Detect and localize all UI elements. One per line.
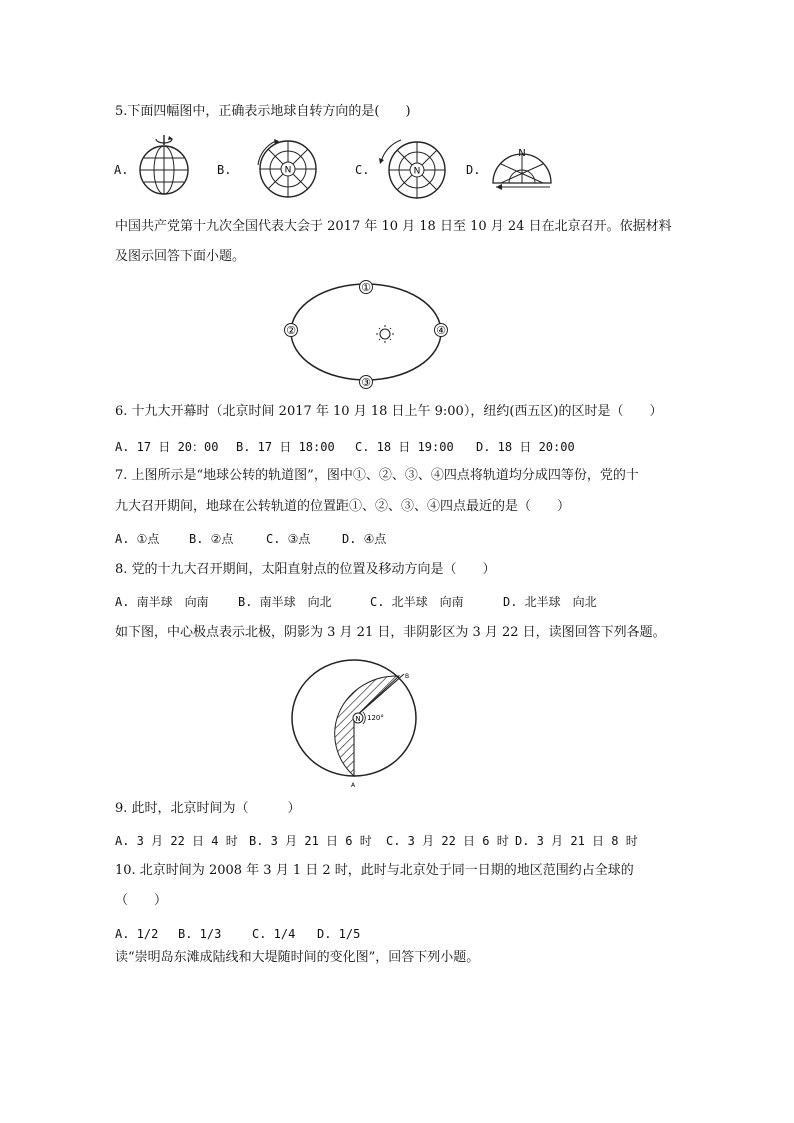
q6-option-a: A. 17 日 20：00 <box>115 440 219 454</box>
north-pole-label: N <box>355 715 361 723</box>
intro-congress-line-1: 中国共产党第十九次全国代表大会于 2017 年 10 月 18 日至 10 月 24 日在北京召开。依据材料 <box>115 219 672 234</box>
q9-option-d: D. 3 月 21 日 8 时 <box>515 834 638 848</box>
q9-option-c: C. 3 月 22 日 6 时 <box>386 834 509 848</box>
q8-stem: 8. 党的十九大召开期间，太阳直射点的位置及移动方向是（ ） <box>115 562 496 577</box>
q5-globe-figure <box>136 132 192 198</box>
orbit-point-3 <box>360 376 373 390</box>
q7-option-b: B. ②点 <box>189 532 234 546</box>
q8-option-b: B. 南半球 向北 <box>238 595 332 609</box>
label-a: A <box>351 782 356 789</box>
q7-option-a: A. ①点 <box>115 532 160 546</box>
q10-option-c: C. 1/4 <box>252 927 296 941</box>
q7-option-d: D. ④点 <box>342 532 387 546</box>
svg-text:N: N <box>518 148 526 159</box>
orbit-figure <box>283 280 451 390</box>
q7-stem-line-2: 九大召开期间，地球在公转轨道的位置距①、②、③、④四点最近的是（ ） <box>115 499 571 514</box>
svg-text:③: ③ <box>361 376 371 389</box>
q6-stem: 6. 十九大开幕时（北京时间 2017 年 10 月 18 日上午 9:00），纽约(西五区)的区时是（ ） <box>115 404 663 419</box>
intro-island: 读“崇明岛东滩成陆线和大堤随时间的变化图”，回答下列小题。 <box>115 950 480 965</box>
q8-option-d: D. 北半球 向北 <box>503 595 597 609</box>
q5-option-a: A. <box>114 163 129 177</box>
svg-text:①: ① <box>361 281 371 294</box>
q8-option-a: A. 南半球 向南 <box>115 595 209 609</box>
q6-option-c: C. 18 日 19:00 <box>355 440 454 454</box>
shaded-region <box>335 676 399 776</box>
pole-figure <box>286 650 426 792</box>
q5-option-c: C. <box>355 163 370 177</box>
label-b: B <box>405 673 410 680</box>
q9-stem: 9. 此时，北京时间为（ ） <box>115 801 301 816</box>
q9-option-a: A. 3 月 22 日 4 时 <box>115 834 238 848</box>
q10-option-b: B. 1/3 <box>178 927 222 941</box>
svg-text:N: N <box>413 166 421 177</box>
angle-label: 120° <box>367 714 384 722</box>
q10-option-a: A. 1/2 <box>115 927 159 941</box>
q10-stem: 10. 北京时间为 2008 年 3 月 1 日 2 时，此时与北京处于同一日期的地区范围约占全球的 <box>115 863 634 878</box>
q7-option-c: C. ③点 <box>266 532 311 546</box>
q10-answer-paren: （ ） <box>115 893 168 908</box>
svg-text:②: ② <box>286 324 296 337</box>
q9-option-b: B. 3 月 21 日 6 时 <box>249 834 372 848</box>
orbit-point-4 <box>435 324 448 338</box>
q8-option-c: C. 北半球 向南 <box>370 595 464 609</box>
q7-stem-line-1: 7. 上图所示是“地球公转的轨道图”，图中①、②、③、④四点将轨道均分成四等份，党的十 <box>115 468 639 483</box>
orbit-point-1 <box>360 281 373 295</box>
orbit-ellipse <box>291 284 441 380</box>
q5-polar-view-b <box>250 137 322 201</box>
q5-option-d: D. <box>466 163 481 177</box>
intro-pole: 如下图，中心极点表示北极，阴影为 3 月 21 日，非阴影区为 3 月 22 日，读图回答下列各题。 <box>115 625 666 640</box>
q6-option-b: B. 17 日 18:00 <box>236 440 335 454</box>
svg-text:④: ④ <box>436 324 446 337</box>
q5-stem: 5.下面四幅图中，正确表示地球自转方向的是( ) <box>115 104 411 119</box>
q5-polar-view-c <box>377 136 449 202</box>
sun-icon <box>376 325 394 343</box>
intro-congress-line-2: 及图示回答下面小题。 <box>115 249 246 264</box>
svg-text:N: N <box>284 165 292 176</box>
q10-option-d: D. 1/5 <box>317 927 361 941</box>
q6-option-d: D. 18 日 20:00 <box>476 440 575 454</box>
q5-option-b: B. <box>217 163 232 177</box>
q5-half-disc-d <box>490 145 556 191</box>
orbit-point-2 <box>285 324 298 338</box>
